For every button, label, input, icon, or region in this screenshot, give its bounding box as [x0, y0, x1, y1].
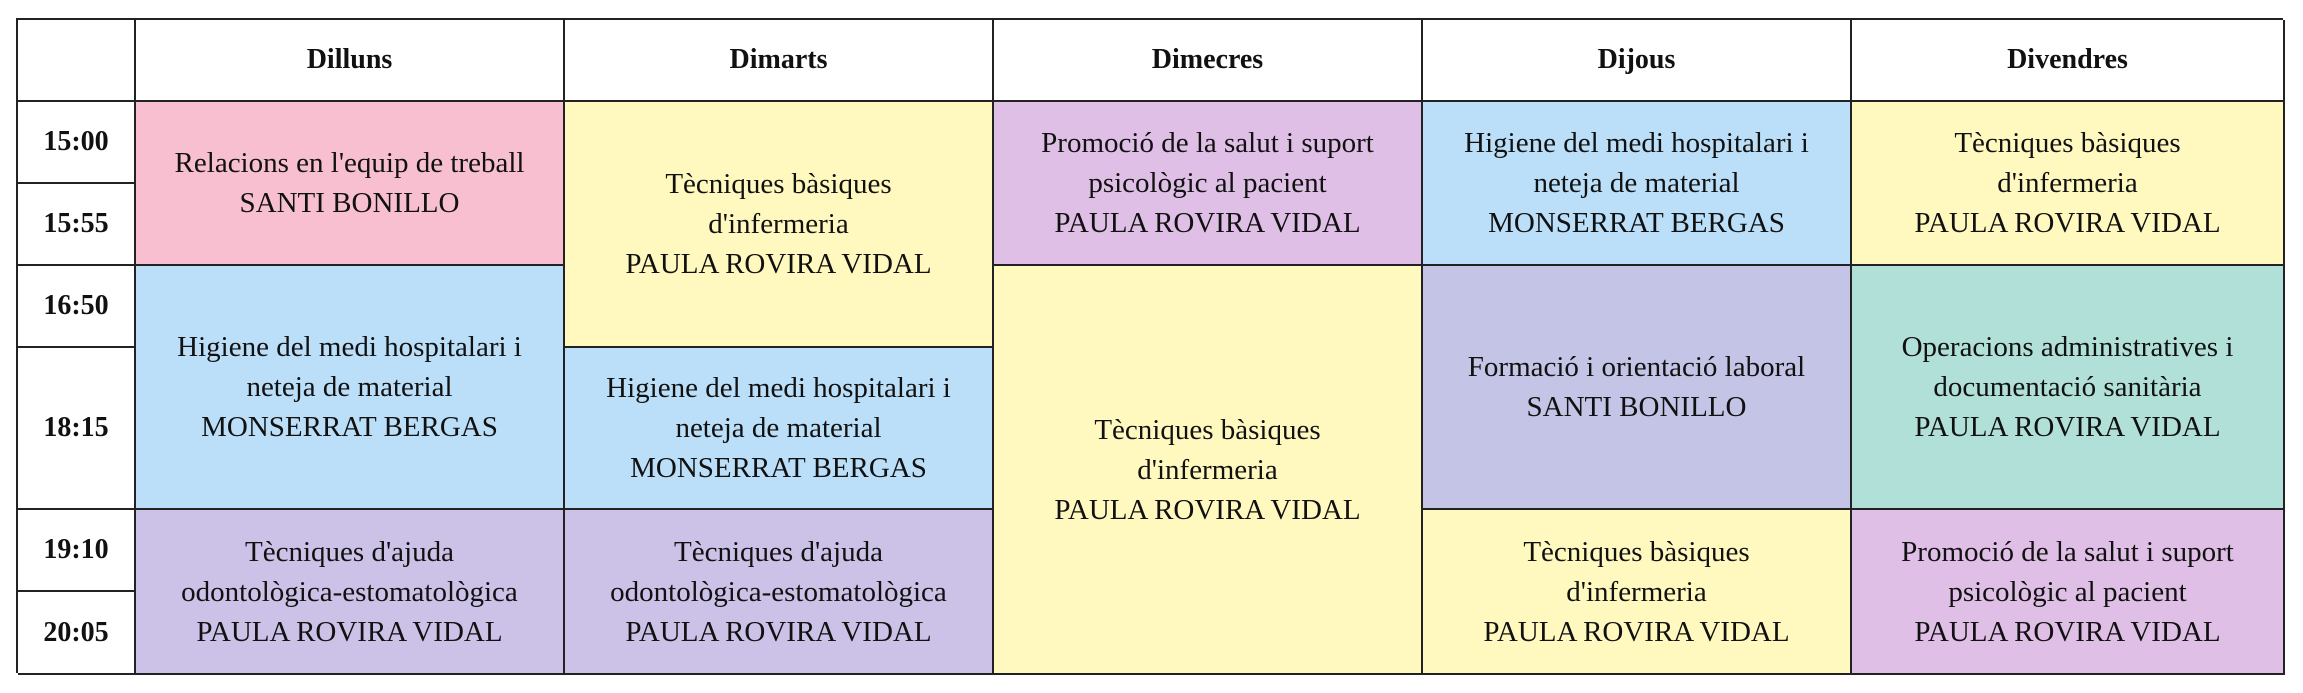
class-subject: odontològica-estomatològica	[181, 575, 518, 608]
class-teacher: PAULA ROVIRA VIDAL	[1914, 411, 2221, 443]
class-subject: d'infermeria	[1137, 453, 1278, 486]
class-subject: Tècniques bàsiques	[1954, 127, 2181, 159]
class-teacher: PAULA ROVIRA VIDAL	[196, 615, 503, 648]
class-subject: psicològic al pacient	[1948, 575, 2187, 608]
class-block	[994, 102, 1423, 266]
class-teacher: PAULA ROVIRA VIDAL	[1054, 493, 1361, 526]
class-subject: Tècniques bàsiques	[665, 168, 892, 200]
class-block	[565, 348, 994, 510]
class-block	[1852, 266, 2285, 510]
time-slot: 15:55	[18, 184, 136, 266]
class-teacher: SANTI BONILLO	[1526, 391, 1747, 423]
class-block	[565, 510, 994, 675]
class-subject: Higiene del medi hospitalari i	[1464, 127, 1809, 159]
class-teacher: MONSERRAT BERGAS	[1488, 207, 1785, 239]
class-teacher: PAULA ROVIRA VIDAL	[625, 615, 932, 648]
class-subject: Formació i orientació laboral	[1467, 351, 1806, 383]
time-slot: 15:00	[18, 102, 136, 184]
time-slot: 18:15	[18, 348, 136, 510]
class-block	[994, 266, 1423, 675]
day-header: Divendres	[1852, 20, 2285, 102]
class-block	[1423, 102, 1852, 266]
day-header: Dimecres	[994, 20, 1423, 102]
class-block	[136, 102, 565, 266]
class-subject: documentació sanitària	[1933, 371, 2202, 403]
class-teacher: MONSERRAT BERGAS	[201, 411, 498, 443]
class-block	[1852, 510, 2285, 675]
class-subject: Higiene del medi hospitalari i	[177, 331, 522, 363]
corner-cell	[18, 20, 136, 102]
class-subject: psicològic al pacient	[1088, 167, 1327, 199]
time-slot: 16:50	[18, 266, 136, 348]
class-teacher: PAULA ROVIRA VIDAL	[1483, 615, 1790, 648]
class-subject: Operacions administratives i	[1901, 331, 2234, 363]
class-subject: Relacions en l'equip de treball	[174, 147, 525, 179]
class-subject: Higiene del medi hospitalari i	[606, 372, 951, 404]
day-header: Dilluns	[136, 20, 565, 102]
class-subject: Tècniques d'ajuda	[245, 535, 454, 568]
time-slot: 19:10	[18, 510, 136, 592]
class-block	[136, 266, 565, 510]
class-subject: neteja de material	[1533, 167, 1740, 199]
class-teacher: SANTI BONILLO	[239, 187, 460, 219]
time-slot: 20:05	[18, 592, 136, 675]
class-teacher: PAULA ROVIRA VIDAL	[625, 248, 932, 280]
class-block	[1423, 510, 1852, 675]
class-teacher: MONSERRAT BERGAS	[630, 452, 927, 484]
class-subject: Promoció de la salut i suport	[1901, 535, 2234, 568]
class-block	[1852, 102, 2285, 266]
class-subject: d'infermeria	[1566, 575, 1707, 608]
class-subject: Tècniques bàsiques	[1523, 535, 1750, 568]
day-header: Dimarts	[565, 20, 994, 102]
class-subject: d'infermeria	[708, 208, 849, 240]
class-subject: d'infermeria	[1997, 167, 2138, 199]
class-teacher: PAULA ROVIRA VIDAL	[1914, 615, 2221, 648]
class-teacher: PAULA ROVIRA VIDAL	[1054, 207, 1361, 239]
class-block	[565, 102, 994, 348]
class-subject: Promoció de la salut i suport	[1041, 127, 1374, 159]
day-header: Dijous	[1423, 20, 1852, 102]
class-subject: Tècniques bàsiques	[1094, 413, 1321, 446]
class-subject: neteja de material	[675, 412, 882, 444]
class-block	[136, 510, 565, 675]
class-teacher: PAULA ROVIRA VIDAL	[1914, 207, 2221, 239]
timetable	[16, 18, 2283, 673]
class-block	[1423, 266, 1852, 510]
class-subject: neteja de material	[246, 371, 453, 403]
class-subject: odontològica-estomatològica	[610, 575, 947, 608]
class-subject: Tècniques d'ajuda	[674, 535, 883, 568]
